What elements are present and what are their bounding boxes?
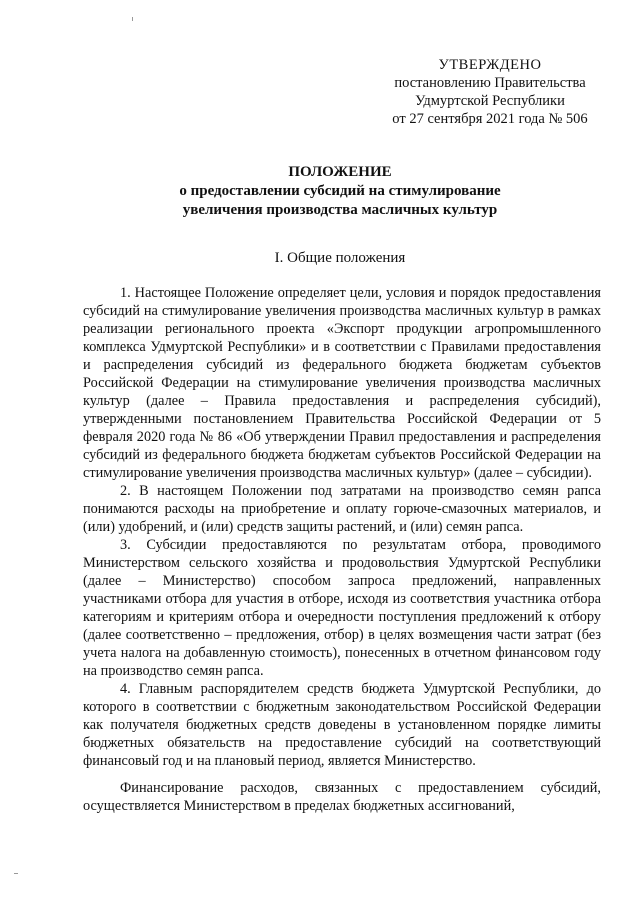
scan-mark xyxy=(14,873,18,874)
document-title xyxy=(80,163,600,220)
scan-mark xyxy=(132,17,133,21)
paragraph-4: 4. Главным распорядителем средств бюджета Удмуртской Республики, до которого в соответствии с бюджетным законодательством Российской Федерации как получателя бюджетных средств доведены в установленном порядке лимиты бюджетных обязательств на предоставление субсидий на соответствующий финансовый год и на плановый период, является Министерство. xyxy=(83,681,601,769)
approval-stamp xyxy=(370,56,610,128)
paragraph-2: 2. В настоящем Положении под затратами на производство семян рапса понимаются расходы на приобретение и оплату горюче-смазочных материалов, и (или) удобрений, и (или) средств защиты растений, и (или) семян рапса. xyxy=(83,483,601,535)
title-main: ПОЛОЖЕНИЕ xyxy=(288,164,392,180)
approval-line-date: от 27 сентября 2021 года № 506 xyxy=(392,111,588,127)
title-subtitle-1: о предоставлении субсидий на стимулирование xyxy=(179,183,501,199)
section-heading: I. Общие положения xyxy=(274,250,406,266)
approval-line-authority: постановлению Правительства xyxy=(394,75,586,91)
paragraph-1: 1. Настоящее Положение определяет цели, условия и порядок предоставления субсидий на стимулирование увеличения производства масличных культур в рамках реализации регионального проекта «Экспорт продукции агропромышленного комплекса Удмуртской Республики» и в соответствии с Правилами предоставления и распределения субсидий из федерального бюджета бюджетам субъектов Российской Федерации на стимулирование увеличения производства масличных культур (далее – Правила предоставления и распределения субсидий), утвержденными постановлением Правительства Российской Федерации от 5 февраля 2020 года № 86 «Об утверждении Правил предоставления и распределения субсидий из федерального бюджета бюджетам субъектов Российской Федерации на стимулирование увеличения производства масличных культур» (далее – субсидии). xyxy=(83,285,601,481)
paragraph-5: Финансирование расходов, связанных с предоставлением субсидий, осуществляется Министерством в пределах бюджетных ассигнований, xyxy=(83,780,601,814)
approval-line-region: Удмуртской Республики xyxy=(415,93,565,109)
paragraph-3: 3. Субсидии предоставляются по результатам отбора, проводимого Министерством сельского хозяйства и продовольствия Удмуртской Республики (далее – Министерство) способом запроса предложений, направленных участниками отбора для участия в отборе, исходя из соответствия участника отбора категориям и критериям отбора и очередности поступления предложений к отбору (далее соответственно – предложения, отбор) в целях возмещения части затрат (без учета налога на добавленную стоимость), понесенных в отчетном финансовом году на производство семян рапса. xyxy=(83,537,601,679)
title-subtitle-2: увеличения производства масличных культур xyxy=(182,202,498,218)
document-body xyxy=(83,284,601,815)
approval-title: УТВЕРЖДЕНО xyxy=(438,57,542,73)
